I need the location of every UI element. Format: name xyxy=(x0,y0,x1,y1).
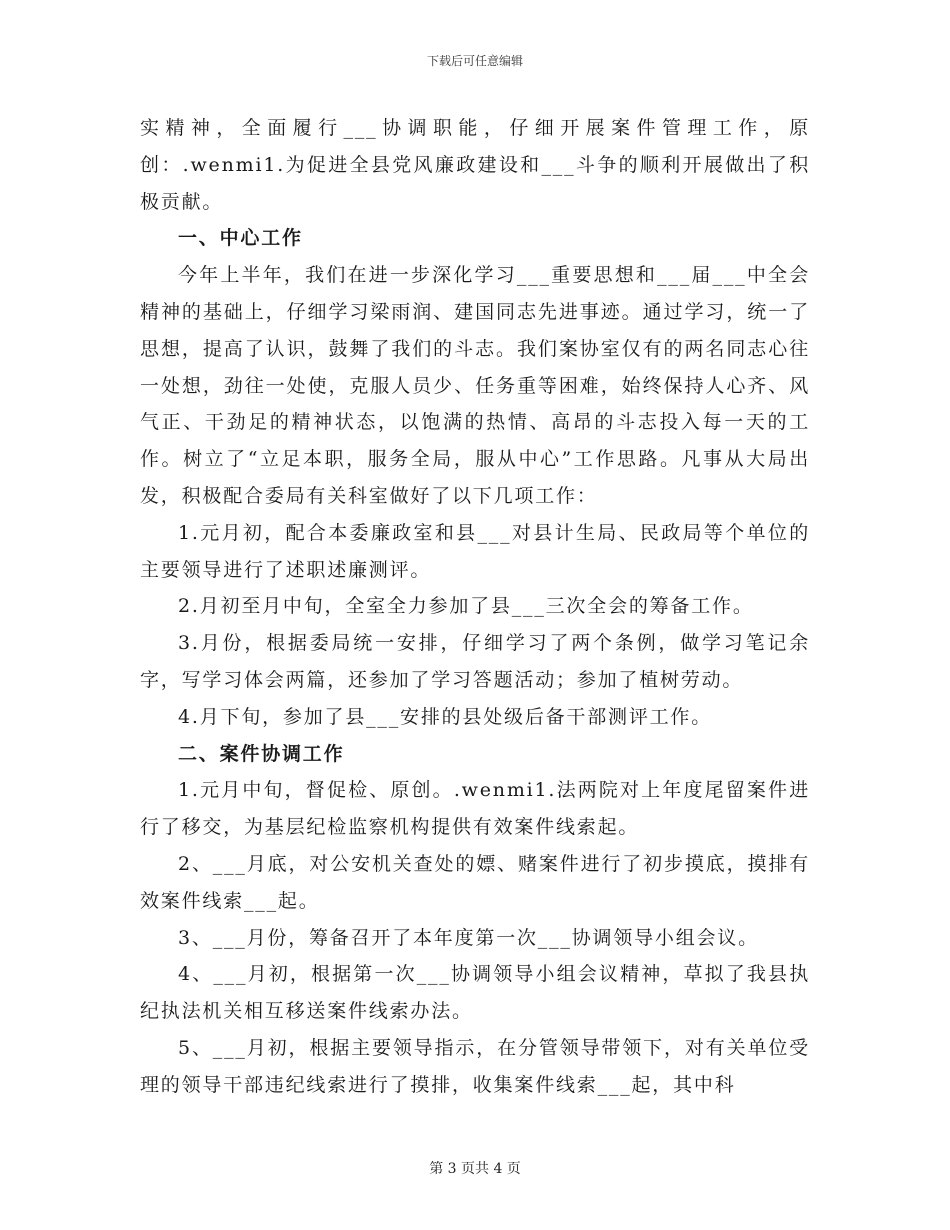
section-heading: 一、中心工作 xyxy=(178,227,303,250)
list-item: 4.月下旬，参加了县___安排的县处级后备干部测评工作。 xyxy=(178,705,713,728)
list-item: 5、___月初，根据主要领导指示，在分管领导带领下，对有关单位受理的领导干部违纪线索进行了摸排，收集案件线索___起，其中科 xyxy=(140,1036,810,1096)
page-header: 下载后可任意编辑 xyxy=(426,54,523,68)
page-footer: 第 3 页共 4 页 xyxy=(429,1161,521,1177)
document-body xyxy=(140,110,810,1104)
list-item: 2、___月底，对公安机关查处的嫖、赌案件进行了初步摸底，摸排有效案件线索___起。 xyxy=(140,852,810,912)
list-item: 1.元月初，配合本委廉政室和县___对县计生局、民政局等个单位的主要领导进行了述职述廉测评。 xyxy=(140,521,810,581)
list-item: 1.元月中旬，督促检、原创。.wenmi1.法两院对上年度尾留案件进行了移交，为基层纪检监察机构提供有效案件线索起。 xyxy=(140,779,810,839)
paragraph: 今年上半年，我们在进一步深化学习___重要思想和___届___中全会精神的基础上，仔细学习梁雨润、建国同志先进事迹。通过学习，统一了思想，提高了认识，鼓舞了我们的斗志。我们案协室仅有的两名同志心往一处想，劲往一处使，克服人员少、任务重等困难，始终保持人心齐、风气正、干劲足的精神状态，以饱满的热情、高昂的斗志投入每一天的工作。树立了“立足本职，服务全局，服从中心”工作思路。凡事从大局出发，积极配合委局有关科室做好了以下几项工作： xyxy=(140,264,810,507)
list-item: 3.月份，根据委局统一安排，仔细学习了两个条例，做学习笔记余字，写学习体会两篇，还参加了学习答题活动；参加了植树劳动。 xyxy=(140,632,810,691)
list-item: 4、___月初，根据第一次___协调领导小组会议精神，草拟了我县执纪执法机关相互移送案件线索办法。 xyxy=(140,963,810,1023)
paragraph: 实精神，全面履行___协调职能，仔细开展案件管理工作，原创：.wenmi1.为促进全县党风廉政建设和___斗争的顺利开展做出了积极贡献。 xyxy=(140,117,810,213)
list-item: 3、___月份，筹备召开了本年度第一次___协调领导小组会议。 xyxy=(178,926,759,949)
list-item: 2.月初至月中旬，全室全力参加了县___三次全会的筹备工作。 xyxy=(178,595,754,618)
section-heading: 二、案件协调工作 xyxy=(178,742,345,765)
